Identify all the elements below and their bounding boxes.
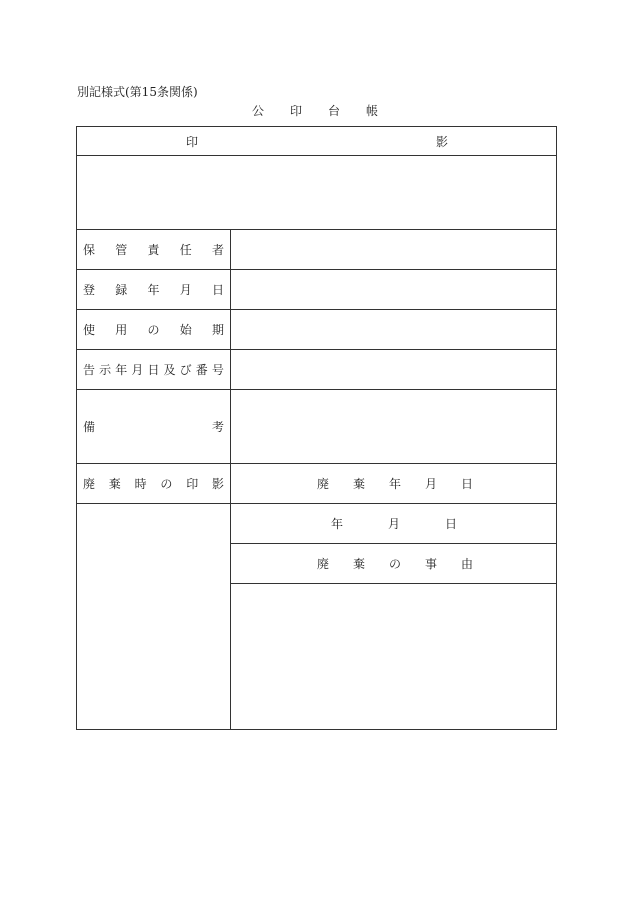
label-char: 管 — [115, 243, 128, 257]
label-remarks — [77, 390, 230, 463]
remarks-field[interactable] — [231, 390, 556, 463]
label-disposal-impression — [77, 464, 230, 503]
label-char: 告 — [83, 363, 96, 377]
label-char: 影 — [211, 477, 224, 491]
label-char: 録 — [115, 283, 128, 297]
label-char: 日 — [211, 283, 224, 297]
label-char: 廃 — [317, 557, 330, 571]
notice-date-number-field[interactable] — [231, 350, 556, 389]
header-seal: 印 — [185, 134, 198, 149]
label-custodian — [77, 230, 230, 269]
label-char: 月 — [179, 283, 192, 297]
label-char: 登 — [83, 283, 96, 297]
label-char: 保 — [83, 243, 96, 257]
label-char: 帳 — [366, 104, 379, 118]
label-char: 任 — [179, 243, 192, 257]
disposal-reason-header — [317, 544, 473, 583]
label-char: 日 — [444, 517, 457, 531]
label-char: 廃 — [317, 477, 330, 491]
label-char: 年 — [331, 517, 344, 531]
label-char: び — [179, 363, 192, 377]
label-char: 由 — [460, 557, 473, 571]
label-char: 印 — [186, 477, 199, 491]
label-char: 号 — [211, 363, 224, 377]
disposal-reason-field[interactable] — [231, 584, 556, 729]
label-char: 月 — [131, 363, 144, 377]
seal-ledger-table — [76, 126, 557, 730]
header-impression: 影 — [435, 134, 448, 149]
label-char: 棄 — [352, 477, 365, 491]
label-notice-date-number — [77, 350, 230, 389]
label-char: 棄 — [352, 557, 365, 571]
label-char: 用 — [115, 323, 128, 337]
label-char: の — [160, 477, 173, 491]
label-char: の — [147, 323, 160, 337]
label-char: 年 — [147, 283, 160, 297]
label-char: 印 — [289, 104, 302, 118]
label-char: 時 — [134, 477, 147, 491]
label-char: 及 — [163, 363, 176, 377]
label-start-of-use — [77, 310, 230, 349]
registration-date-field[interactable] — [231, 270, 556, 309]
label-char: 日 — [460, 477, 473, 491]
label-char: 者 — [211, 243, 224, 257]
seal-impression-field[interactable] — [77, 156, 556, 229]
page-title — [0, 102, 630, 119]
disposal-date-field[interactable] — [331, 504, 457, 543]
disposal-date-header — [317, 464, 473, 503]
label-char: 考 — [211, 420, 224, 434]
label-char: の — [388, 557, 401, 571]
label-char: 日 — [147, 363, 160, 377]
disposal-impression-field[interactable] — [77, 504, 230, 729]
label-char: 使 — [83, 323, 96, 337]
custodian-field[interactable] — [231, 230, 556, 269]
label-char: 月 — [387, 517, 400, 531]
label-char: 責 — [147, 243, 160, 257]
label-char: 台 — [328, 104, 341, 118]
label-char: 月 — [424, 477, 437, 491]
start-of-use-field[interactable] — [231, 310, 556, 349]
label-char: 棄 — [108, 477, 121, 491]
label-char: 番 — [195, 363, 208, 377]
label-char: 備 — [83, 420, 96, 434]
form-label: 別記様式(第15条関係) — [77, 85, 198, 99]
label-registration-date — [77, 270, 230, 309]
label-char: 公 — [251, 104, 264, 118]
label-char: 年 — [388, 477, 401, 491]
label-char: 事 — [424, 557, 437, 571]
label-char: 示 — [99, 363, 112, 377]
label-char: 期 — [211, 323, 224, 337]
label-char: 廃 — [83, 477, 96, 491]
label-char: 年 — [115, 363, 128, 377]
label-char: 始 — [179, 323, 192, 337]
